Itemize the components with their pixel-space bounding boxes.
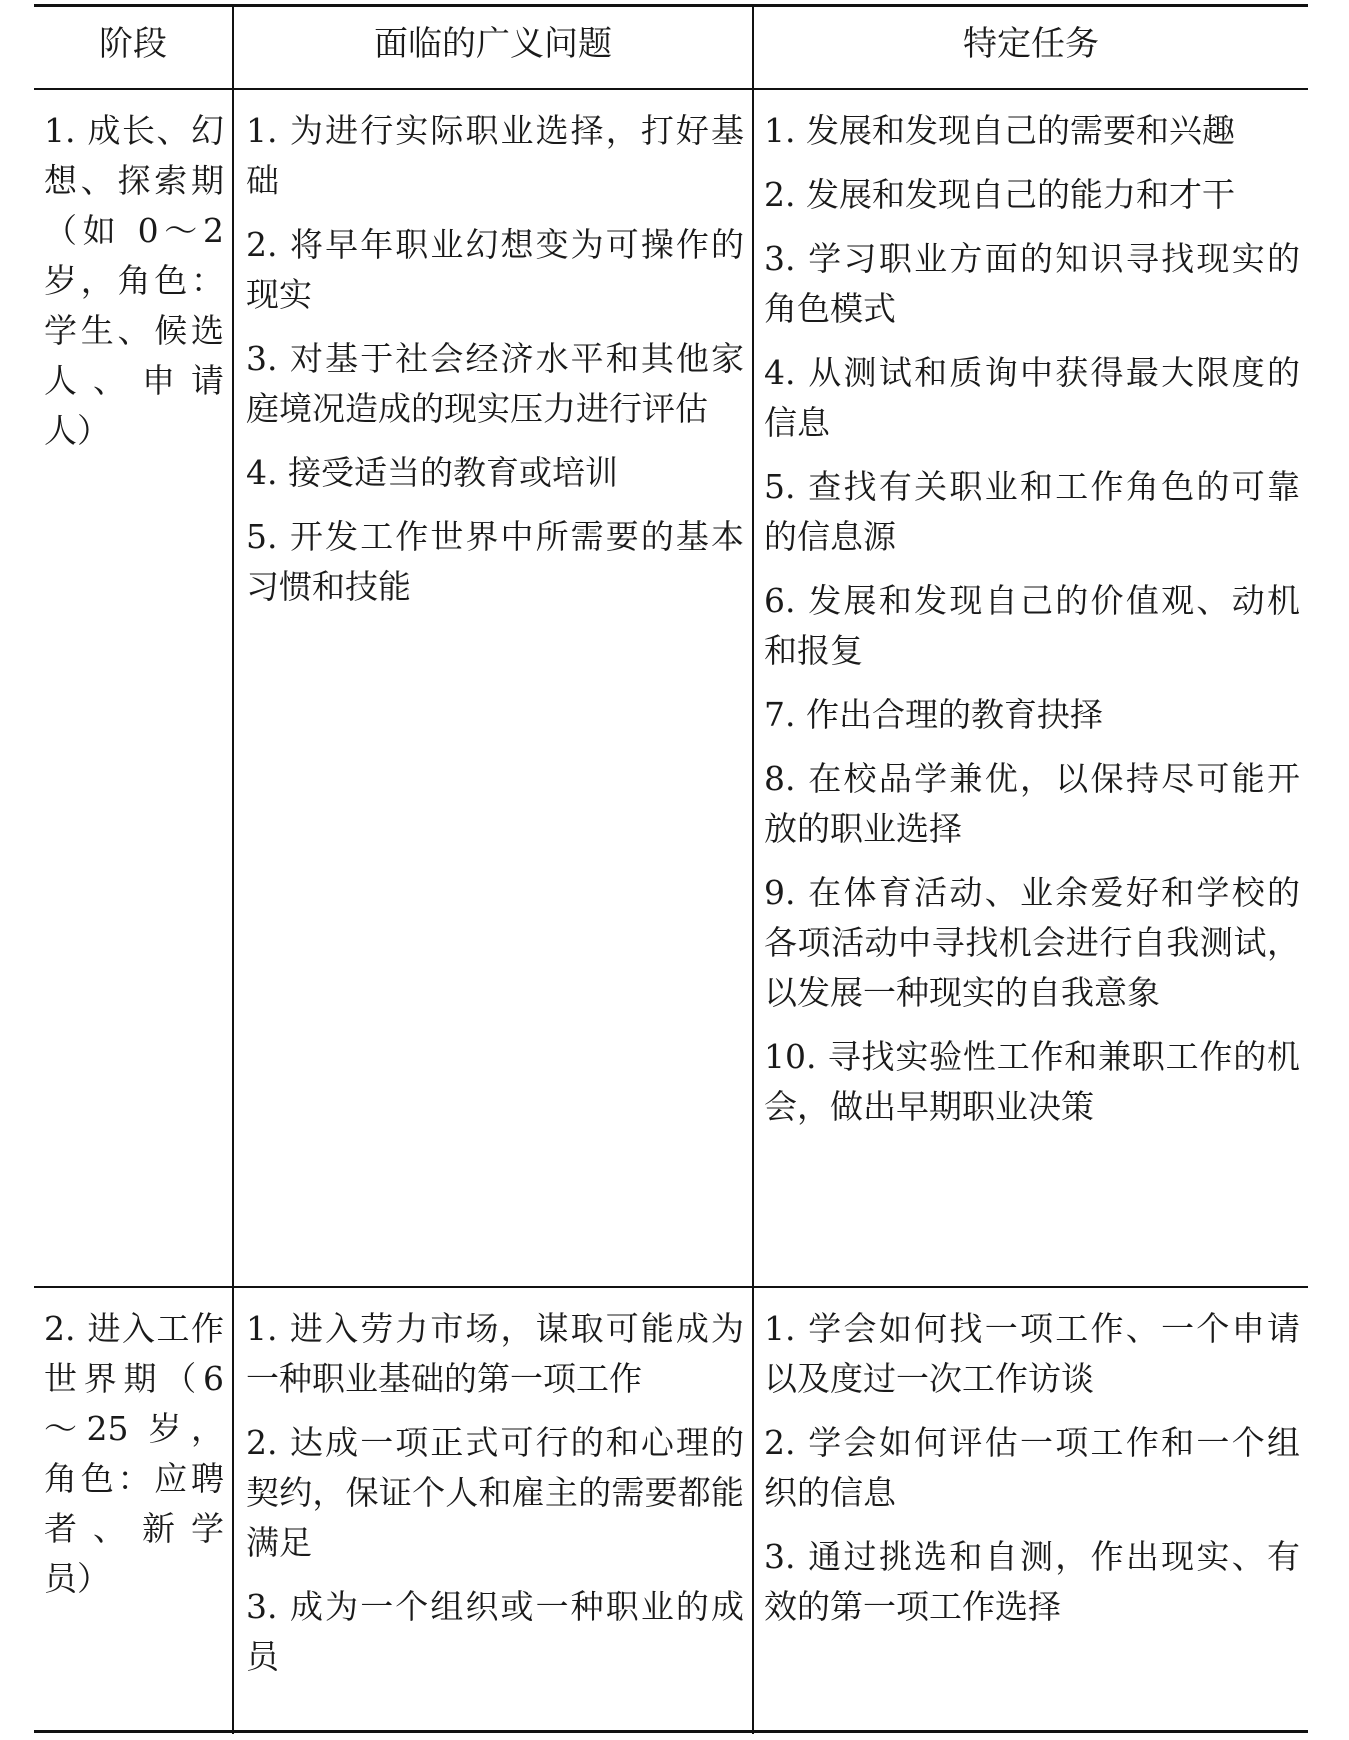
issue-item: 1. 进入劳力市场，谋取可能成为一种职业基础的第一项工作 [246,1309,744,1398]
task-item: 2. 发展和发现自己的能力和才干 [764,175,1235,214]
task-item: 5. 查找有关职业和工作角色的可靠的信息源 [764,467,1300,556]
issue-item: 5. 开发工作世界中所需要的基本习惯和技能 [246,517,744,606]
issue-item: 3. 对基于社会经济水平和其他家庭境况造成的现实压力进行评估 [246,339,744,428]
issue-item: 2. 将早年职业幻想变为可操作的现实 [246,225,744,314]
stage-text: 2. 进入工作世界期（6～25 岁，角色：应聘者、新学员） [44,1309,224,1598]
task-item: 4. 从测试和质询中获得最大限度的信息 [764,353,1300,442]
task-item: 1. 发展和发现自己的需要和兴趣 [764,111,1235,150]
table-bottom-rule [34,1730,1308,1733]
issues-cell-2 [246,1304,744,1696]
tasks-cell-2 [764,1304,1300,1646]
header-specific-tasks: 特定任务 [963,24,1099,64]
task-item: 10. 寻找实验性工作和兼职工作的机会，做出早期职业决策 [764,1037,1300,1126]
column-divider-1 [232,4,234,1734]
task-item: 1. 学会如何找一项工作、一个申请以及度过一次工作访谈 [764,1309,1300,1398]
issue-item: 3. 成为一个组织或一种职业的成员 [246,1587,744,1676]
task-item: 6. 发展和发现自己的价值观、动机和报复 [764,581,1300,670]
header-rule [34,88,1308,90]
career-stages-table [34,4,1308,1734]
task-item: 8. 在校品学兼优，以保持尽可能开放的职业选择 [764,759,1300,848]
tasks-cell-1 [764,106,1300,1146]
issue-item: 4. 接受适当的教育或培训 [246,453,618,492]
stage-text: 1. 成长、幻想、探索期（如 0～2 岁，角色：学生、候选人、申请人） [44,111,224,450]
stage-cell-2 [44,1304,224,1618]
task-item: 3. 通过挑选和自测，作出现实、有效的第一项工作选择 [764,1537,1300,1626]
task-item: 7. 作出合理的教育抉择 [764,695,1103,734]
table-top-rule [34,4,1308,7]
issue-item: 1. 为进行实际职业选择，打好基础 [246,111,744,200]
issues-cell-1 [246,106,744,626]
stage-cell-1 [44,106,224,470]
issue-item: 2. 达成一项正式可行的和心理的契约，保证个人和雇主的需要都能满足 [246,1423,744,1562]
task-item: 3. 学习职业方面的知识寻找现实的角色模式 [764,239,1300,328]
column-divider-2 [752,4,754,1734]
header-stage: 阶段 [99,24,167,64]
header-broad-issues: 面临的广义问题 [374,24,612,64]
task-item: 9. 在体育活动、业余爱好和学校的各项活动中寻找机会进行自我测试，以发展一种现实的自我意象 [764,873,1300,1012]
row-divider-rule [34,1286,1308,1288]
task-item: 2. 学会如何评估一项工作和一个组织的信息 [764,1423,1300,1512]
